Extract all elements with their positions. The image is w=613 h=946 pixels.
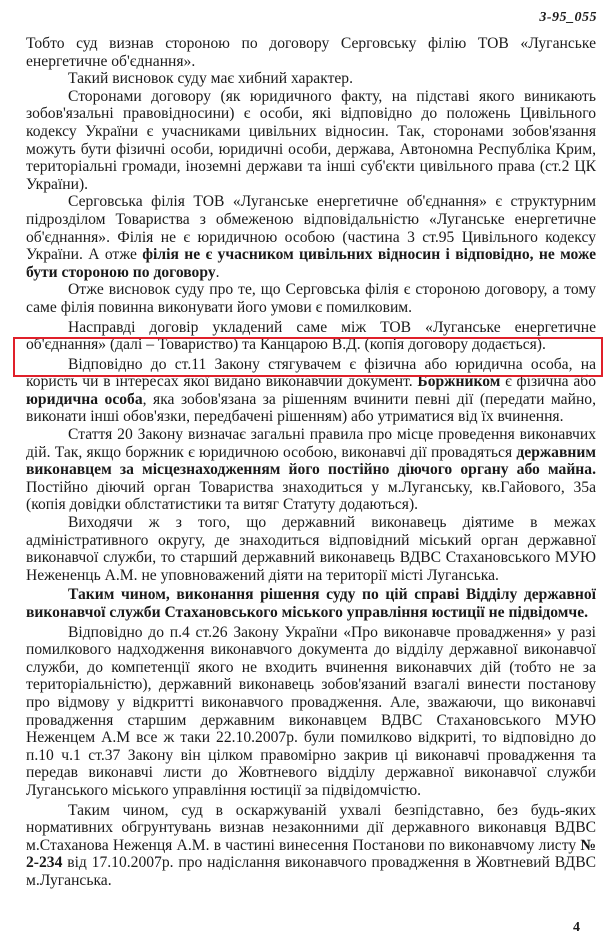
- paragraph-1: Тобто суд визнав стороною по договору Серговську філію ТОВ «Луганське енергетичне об'єднання».: [26, 35, 596, 70]
- paragraph-2: Такий висновок суду має хибний характер.: [68, 70, 353, 88]
- paragraph-4-text: Серговська філія ТОВ «Луганське енергетичне об'єднання» є структурним підрозділом Товариства з обмеженою відповідальністю «Луганське енергетичне об'єднання». Філія не є юридичною особою (частина 3 ст.95 Цивільного кодексу України. А отже: [26, 193, 596, 264]
- paragraph-10-bold: Таким чином, виконання рішення суду по цій справі Відділу державної виконавчої служби Стахановського міського управління юстиції не підвідомче.: [26, 586, 596, 621]
- paragraph-4: [26, 193, 596, 281]
- document-body: [26, 35, 596, 890]
- paragraph-11: Відповідно до п.4 ст.26 Закону України «Про виконавче провадження» у разі помилкового надходження виконавчого документа до відділу державної виконавчої служби, до компетенції якого не входить вчинення виконавчих дій (тобто не за територіальністю), державний виконавець зобов'язаний взагалі винести постанову про відмову у відкритті виконавчого провадження. Але, зважаючи, що виконавчі провадження старшим державним виконавцем ВДВС Стахановського МУЮ Неженцем А.М все ж таки 22.10.2007р. були помилково відкриті, то відповідно до п.10 ч.1 ст.37 Закону він цілком правомірно закрив ці виконавчі провадження та передав виконавчі листи до Жовтневого відділу державної виконавчої служби Луганського міського управління юстиції за підвідомчістю.: [26, 623, 596, 799]
- term-debtor: Боржником: [417, 373, 501, 391]
- paragraph-8-text: Стаття 20 Закону визначає загальні правила про місце проведення виконавчих дій. Так, якщо боржник є юридичною особою, виконавчі дії провадяться: [26, 426, 596, 461]
- paragraph-6-highlighted: Насправді договір укладений саме між ТОВ «Луганське енергетичне об'єднання» (далі – Товариство) та Канцарою В.Д. (копія договору додається).: [26, 318, 596, 354]
- paragraph-8: [26, 426, 596, 514]
- paragraph-8-end: Постійно діючий орган Товариства знаходиться у м.Луганську, кв.Гайового, 35а (копія довідки облстатистики та витяг Статуту додаються).: [26, 478, 596, 514]
- paragraph-7-text: Відповідно до ст.11 Закону стягувачем є фізична або юридична особа, на користь чи в інтересах якої видано виконавчий документ.: [26, 355, 596, 391]
- term-legal-entity: юридична особа: [26, 390, 143, 408]
- paragraph-7-end: , яка зобов'язана за рішенням вчинити певні дії (передати майно, виконати інші обов'язки, передбачені рішенням) або утриматися від їх вчинення.: [26, 390, 596, 426]
- highlight-box: [13, 337, 603, 377]
- paragraph-12: [26, 802, 596, 890]
- page-number: 4: [573, 920, 580, 935]
- paragraph-4-emphasis: філія не є учасником цивільних відносин і відповідно, не може бути стороною по договору: [26, 246, 596, 281]
- paragraph-12-end: від 17.10.2007р. про надіслання виконавчого провадження в Жовтневий ВДВС м.Луганська.: [26, 854, 596, 889]
- paragraph-7-mid: є фізична або: [500, 373, 596, 391]
- paragraph-12-text: Таким чином, суд в оскаржуваній ухвалі безпідставно, без будь-яких нормативних обгрунтувань визнав незаконними дії державного виконавця ВДВС м.Стаханова Неженця А.М. в частині винесення Постанови по виконавчому листу: [26, 801, 596, 854]
- paragraph-5: Отже висновок суду про те, що Серговська філія є стороною договору, а тому саме філія повинна виконувати його умови є помилковим.: [26, 281, 596, 316]
- paragraph-3: Сторонами договору (як юридичного факту, на підставі якого виникають зобов'язальні правовідносини) є особи, які відповідно до положень Цивільного кодексу України є учасниками цивільних відносин. Так, сторонами зобов'язання можуть бути фізичні особи, юридичні особи, держава, Автономна Республіка Крим, територіальні громади, іноземні держави та інші суб'єкти цивільного права (ст.2 ЦК України).: [26, 87, 596, 193]
- document-number: 3-95_055: [539, 10, 597, 25]
- paragraph-12-emphasis: № 2-234: [26, 836, 596, 872]
- paragraph-8-emphasis: державним виконавцем за місцезнаходженням його постійно діючого органу або майна.: [26, 443, 596, 479]
- paragraph-10: [26, 586, 596, 621]
- paragraph-4-end: .: [215, 263, 220, 281]
- paragraph-9: Виходячи ж з того, що державний виконавець діятиме в межах адміністративного округу, де знаходиться відповідний міський орган державної виконавчої служби, то старший державний виконавець ВДВС Стахановського МУЮ Нежененць А.М. не уповноважений діяти на території місті Луганська.: [26, 514, 596, 584]
